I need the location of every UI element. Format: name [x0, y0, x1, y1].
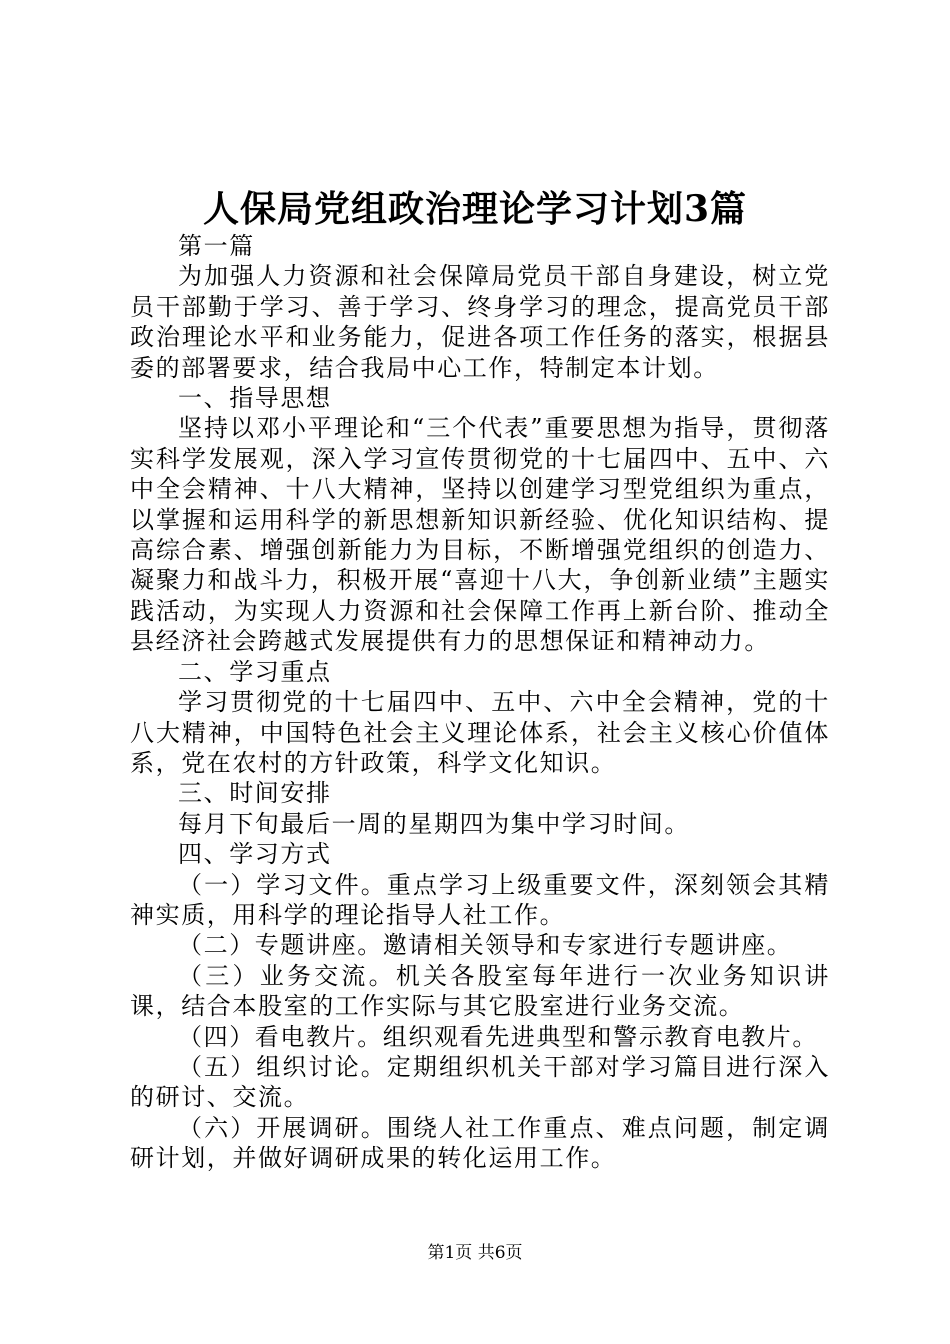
method-item: （五）组织讨论。定期组织机关干部对学习篇目进行深入的研讨、交流。 [130, 1052, 830, 1112]
method-item: （一）学习文件。重点学习上级重要文件，深刻领会其精神实质，用科学的理论指导人社工作。 [130, 870, 830, 929]
method-item: （六）开展调研。围绕人社工作重点、难点问题，制定调研计划，并做好调研成果的转化运用工作。 [130, 1113, 830, 1173]
document-title: 人保局党组政治理论学习计划3篇 [202, 188, 748, 230]
section-heading-study-focus: 二、学习重点 [178, 657, 332, 686]
section-heading-schedule: 三、时间安排 [178, 779, 332, 808]
document-body [130, 231, 830, 1174]
study-focus-paragraph: 学习贯彻党的十七届四中、五中、六中全会精神，党的十八大精神，中国特色社会主义理论体系，社会主义核心价值体系，党在农村的方针政策，科学文化知识。 [130, 688, 830, 777]
section-heading-guiding-ideology: 一、指导思想 [178, 384, 332, 413]
page-number-footer: 第1页 共6页 [427, 1243, 523, 1263]
intro-paragraph: 为加强人力资源和社会保障局党员干部自身建设，树立党员干部勤于学习、善于学习、终身学习的理念，提高党员干部政治理论水平和业务能力，促进各项工作任务的落实，根据县委的部署要求，结合我局中心工作，特制定本计划。 [130, 262, 830, 382]
section-heading-study-methods: 四、学习方式 [178, 840, 332, 869]
schedule-paragraph: 每月下旬最后一周的星期四为集中学习时间。 [178, 809, 690, 838]
method-item: （四）看电教片。组织观看先进典型和警示教育电教片。 [178, 1022, 818, 1051]
guiding-ideology-paragraph: 坚持以邓小平理论和“三个代表”重要思想为指导，贯彻落实科学发展观，深入学习宣传贯彻党的十七届四中、五中、六中全会精神、十八大精神，坚持以创建学习型党组织为重点，以掌握和运用科学的新思想新知识新经验、优化知识结构、提高综合素、增强创新能力为目标，不断增强党组织的创造力、凝聚力和战斗力，积极开展“喜迎十八大，争创新业绩”主题实践活动，为实现人力资源和社会保障工作再上新台阶、推动全县经济社会跨越式发展提供有力的思想保证和精神动力。 [130, 414, 830, 656]
section-heading-part-one: 第一篇 [178, 232, 255, 260]
method-item: （三）业务交流。机关各股室每年进行一次业务知识讲课，结合本股室的工作实际与其它股室进行业务交流。 [130, 961, 830, 1021]
method-item: （二）专题讲座。邀请相关领导和专家进行专题讲座。 [178, 931, 793, 960]
